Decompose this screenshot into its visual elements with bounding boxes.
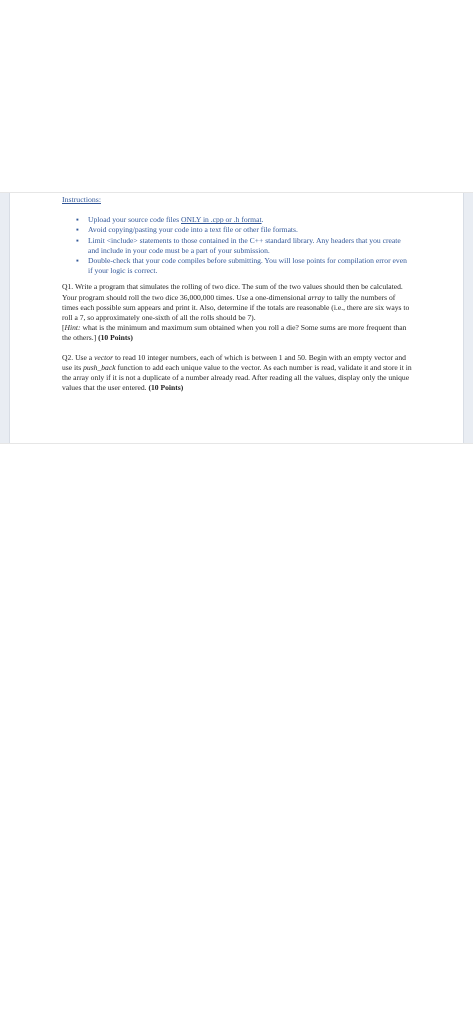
q1-hint-open: [ — [62, 323, 65, 333]
instruction-item — [76, 236, 412, 256]
instruction-text: Double-check that your code compiles before submitting. You will lose points for compilation error even if your logic is correct. — [88, 256, 407, 276]
page-right-edge — [463, 193, 473, 443]
bullet-icon: ▪ — [76, 225, 79, 235]
q1-text: Q1. Write a program that simulates the rolling of two dice. The sum of the two values should then be calculated. Your program should roll the two dice 36,000,000 times. Use a one-dimensional — [62, 282, 403, 302]
instruction-text: Avoid copying/pasting your code into a text file or other file formats. — [88, 225, 298, 235]
instruction-text-end: . — [261, 215, 264, 225]
q2-italic-vector: vector — [94, 352, 114, 362]
q1-points: (10 Points) — [96, 333, 133, 343]
q1-text-cont: to tally the numbers of times each possible sum appears and print it. Also, determine if the totals are reasonable (i.e., there are six ways to roll a 7, so approximately one-sixth of all the rolls should be 7). — [62, 292, 410, 323]
q2-text: Q2. Use a — [62, 352, 95, 362]
instruction-text: Upload your source code files — [88, 215, 181, 225]
q1-hint-text: what is the minimum and maximum sum obtained when you roll a die? Some sums are more frequent than the others.] — [62, 323, 407, 343]
instructions-heading: Instructions: — [62, 195, 101, 204]
bullet-icon: ▪ — [76, 235, 79, 245]
q1-italic-array: array — [307, 292, 325, 302]
q2-points: (10 Points) — [146, 383, 184, 393]
instruction-text: Limit <include> statements to those contained in the C++ standard library. Any headers that you create and include in your code must be a part of your submission. — [88, 235, 401, 255]
q1-hint-label: Hint: — [64, 323, 81, 333]
instruction-item — [76, 225, 412, 235]
bullet-icon: ▪ — [76, 256, 79, 266]
question-2 — [62, 353, 412, 394]
instruction-item — [76, 215, 412, 225]
instruction-underlined-text: ONLY in .cpp or .h format — [181, 215, 262, 225]
instruction-item — [76, 256, 412, 276]
document-content — [62, 195, 412, 402]
instructions-list — [62, 215, 412, 276]
question-1 — [62, 282, 412, 343]
q2-text-end: function to add each unique value to the vector. As each number is read, validate it and store it in the array only if it is not a duplicate of a number already read. After reading all the values, display only the unique values that the user entered. — [62, 362, 412, 393]
q2-italic-push-back: push_back — [83, 362, 116, 372]
page-left-edge — [0, 193, 10, 443]
document-page — [0, 192, 473, 444]
q2-text-cont: to read 10 integer numbers, each of which is between 1 and 50. Begin with an empty vector and use its — [62, 352, 406, 372]
bullet-icon: ▪ — [76, 215, 79, 225]
